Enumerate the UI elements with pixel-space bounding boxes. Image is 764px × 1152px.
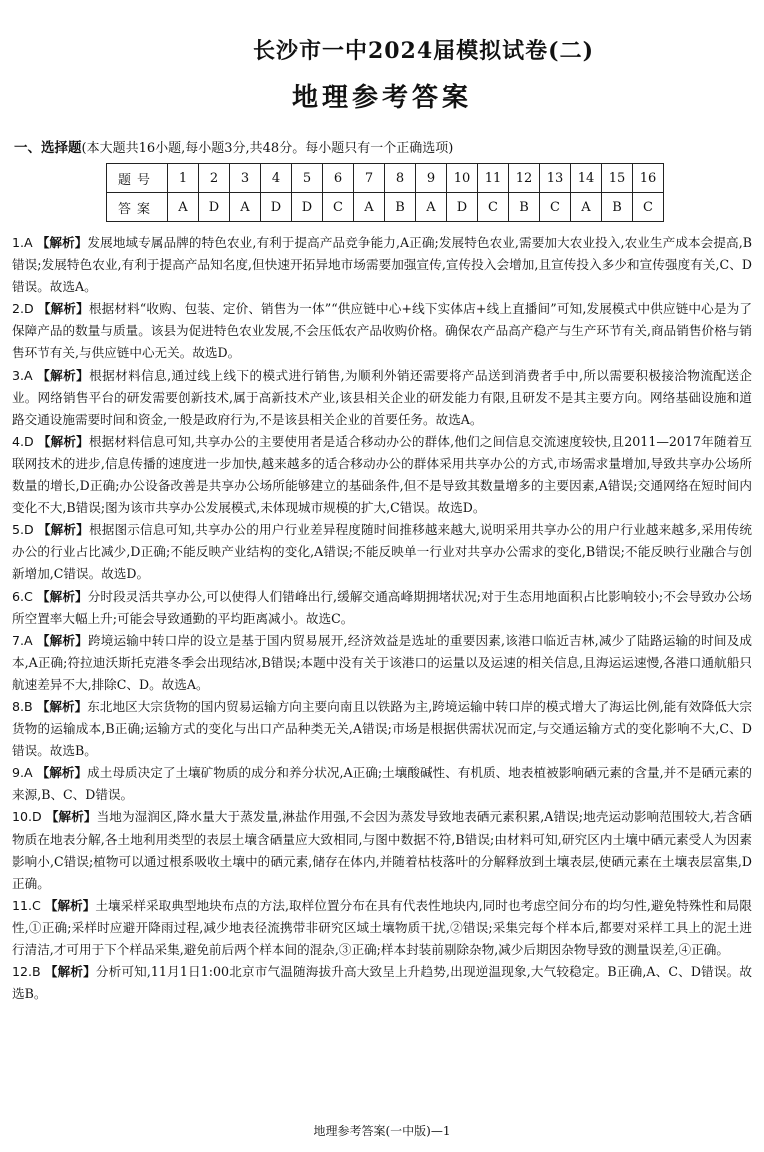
answer-cell: A xyxy=(354,193,385,222)
analysis-tag: 【解析】 xyxy=(44,964,96,980)
explanation-item xyxy=(12,895,752,961)
explanation-text: 土壤采样采取典型地块布点的方法,取样位置分布在具有代表性地块内,同时也考虑空间分布的均匀性,避免特殊性和局限性,①正确;采样时应避开降雨过程,减少地表径流携带非研究区域土壤物质干扰,②错误;采集完每个样本后,都要对采样工具上的泥土进行清洁,才可用于下个样品采集,避免前后两个样本间的混杂,③正确;样本封装前剔除杂物,减少后期因杂物导致的测量误差,④正确。 xyxy=(12,897,752,957)
question-answer-number: 1.A xyxy=(12,235,33,250)
question-answer-number: 2.D xyxy=(12,301,34,317)
question-answer-number: 10.D xyxy=(12,809,42,825)
page-header xyxy=(0,34,764,114)
answer-cell: A xyxy=(230,193,261,222)
answer-table-number-row xyxy=(107,164,664,193)
explanation-text: 发展地域专属品牌的特色农业,有利于提高产品竞争能力,A正确;发展特色农业,需要加大农业投入,农业生产成本会提高,B错误;发展特色农业,有利于提高产品知名度,但快速开拓异地市场需要加强宣传,宣传投入会增加,且宣传投入多少和宣传强度有关,C、D错误。故选A。 xyxy=(12,235,752,295)
question-number-cell: 8 xyxy=(385,164,416,193)
explanation-item xyxy=(12,519,752,585)
analysis-tag: 【解析】 xyxy=(36,632,88,648)
question-answer-number: 12.B xyxy=(12,964,41,980)
explanation-item xyxy=(12,431,752,519)
question-number-cell: 5 xyxy=(292,164,323,193)
question-answer-number: 3.A xyxy=(12,367,33,383)
explanation-item xyxy=(12,586,752,630)
answer-cell: B xyxy=(602,193,633,222)
question-answer-number: 9.A xyxy=(12,765,33,781)
answer-table-answer-row xyxy=(107,193,664,222)
question-number-cell: 14 xyxy=(571,164,602,193)
question-answer-number: 4.D xyxy=(12,433,34,449)
question-answer-number: 6.C xyxy=(12,588,33,604)
analysis-tag: 【解析】 xyxy=(36,765,88,781)
question-number-cell: 11 xyxy=(478,164,509,193)
question-number-cell: 9 xyxy=(416,164,447,193)
analysis-tag: 【解析】 xyxy=(36,588,88,604)
explanation-text: 根据材料“收购、包装、定价、销售为一体”“供应链中心+线下实体店+线上直播间”可知,发展模式中供应链中心是为了保障产品的数量与质量。该县为促进特色农业发展,不会压低农产品收购价格。确保农产品高产稳产与生产环节有关,商品销售价格与销售环节有关,与供应链中心无关。故选D。 xyxy=(12,301,752,361)
answer-table xyxy=(106,163,664,222)
explanation-item xyxy=(12,806,752,894)
page-title: 地理参考答案 xyxy=(291,83,472,113)
section-label: 一、选择题 xyxy=(14,140,82,156)
answer-cell: D xyxy=(292,193,323,222)
analysis-tag: 【解析】 xyxy=(36,698,88,714)
explanation-item xyxy=(12,762,752,806)
question-number-cell: 10 xyxy=(447,164,478,193)
answer-cell: A xyxy=(416,193,447,222)
exam-subtitle: 长沙市一中2024届模拟试卷(二) xyxy=(252,38,594,64)
question-answer-number: 5.D xyxy=(12,522,34,538)
question-number-cell: 13 xyxy=(540,164,571,193)
answer-cell: A xyxy=(571,193,602,222)
question-number-cell: 2 xyxy=(199,164,230,193)
explanation-text: 当地为湿润区,降水量大于蒸发量,淋盐作用强,不会因为蒸发导致地表硒元素积累,A错误;地壳运动影响范围较大,若含硒物质在地表分解,各土地利用类型的表层土壤含硒量应大致相同,与图中数据不符,B错误;由材料可知,研究区内土壤中硒元素受人为因素影响小,C错误;植物可以通过根系吸收土壤中的硒元素,储存在体内,并随着枯枝落叶的分解释放到土壤表层,使硒元素在土壤表层富集,D正确。 xyxy=(12,809,753,891)
analysis-tag: 【解析】 xyxy=(36,235,88,250)
explanation-item xyxy=(12,298,752,364)
answer-cell: C xyxy=(540,193,571,222)
explanation-text: 分时段灵活共享办公,可以使得人们错峰出行,缓解交通高峰期拥堵状况;对于生态用地面积占比影响较小;不会导致办公场所空置率大幅上升;可能会导致通勤的平均距离减小。故选C。 xyxy=(12,588,752,626)
answer-cell: D xyxy=(199,193,230,222)
answer-explanations xyxy=(12,232,752,1005)
section-note: (本大题共16小题,每小题3分,共48分。每小题只有一个正确选项) xyxy=(81,141,454,156)
explanation-item xyxy=(12,630,752,696)
question-number-cell: 1 xyxy=(168,164,199,193)
explanation-text: 跨境运输中转口岸的设立是基于国内贸易展开,经济效益是选址的重要因素,该港口临近吉林,减少了陆路运输的时间及成本,A正确;符拉迪沃斯托克港冬季会出现结冰,B错误;本题中没有关于该港口的运量以及运速的相关信息,且海运运速慢,各港口通航船只航速差异不大,排除C、D。故选A。 xyxy=(12,632,752,692)
question-answer-number: 7.A xyxy=(12,632,33,648)
answer-cell: D xyxy=(261,193,292,222)
question-answer-number: 11.C xyxy=(12,897,41,913)
page-footer: 地理参考答案(一中版)—1 xyxy=(313,1124,451,1138)
explanation-item xyxy=(12,365,752,431)
explanation-text: 根据材料信息可知,共享办公的主要使用者是适合移动办公的群体,他们之间信息交流速度较快,且2011—2017年随着互联网技术的进步,信息传播的速度进一步加快,越来越多的适合移动办公的群体采用共享办公的方式,市场需求量增加,导致共享办公场所数量的增长,D正确;办公设备改善是共享办公场所能够建立的基础条件,但不是导致其数量增多的主要因素,A错误;交通网络在短时间内变化不大,B错误;图为该市共享办公发展模式,未体现城市规模的扩大,C错误。故选D。 xyxy=(12,433,752,516)
question-number-cell: 7 xyxy=(354,164,385,193)
analysis-tag: 【解析】 xyxy=(37,301,89,317)
analysis-tag: 【解析】 xyxy=(37,433,89,449)
analysis-tag: 【解析】 xyxy=(44,897,96,913)
question-number-cell: 6 xyxy=(323,164,354,193)
question-number-cell: 3 xyxy=(230,164,261,193)
question-number-cell: 15 xyxy=(602,164,633,193)
answer-cell: C xyxy=(633,193,664,222)
section-heading xyxy=(14,136,453,156)
explanation-item xyxy=(12,696,752,762)
explanation-item xyxy=(12,961,752,1005)
explanation-text: 分析可知,11月1日1:00北京市气温随海拔升高大致呈上升趋势,出现逆温现象,大气较稳定。B正确,A、C、D错误。故选B。 xyxy=(12,964,753,1002)
answer-cell: B xyxy=(385,193,416,222)
explanation-item xyxy=(12,232,752,298)
explanation-text: 成土母质决定了土壤矿物质的成分和养分状况,A正确;土壤酸碱性、有机质、地表植被影响硒元素的含量,并不是硒元素的来源,B、C、D错误。 xyxy=(12,765,752,803)
explanation-text: 根据图示信息可知,共享办公的用户行业差异程度随时间推移越来越大,说明采用共享办公的用户行业越来越多,采用传统办公的行业占比减少,D正确;不能反映产业结构的变化,A错误;不能反映单一行业对共享办公需求的变化,B错误;不能反映行业融合与创新增加,C错误。故选D。 xyxy=(12,522,752,582)
answer-cell: A xyxy=(168,193,199,222)
question-number-cell: 16 xyxy=(633,164,664,193)
answer-table-row-label: 答案 xyxy=(107,193,168,222)
answer-table-row-label: 题号 xyxy=(107,164,168,193)
question-number-cell: 4 xyxy=(261,164,292,193)
answer-cell: B xyxy=(509,193,540,222)
analysis-tag: 【解析】 xyxy=(37,522,89,538)
answer-cell: C xyxy=(323,193,354,222)
explanation-text: 东北地区大宗货物的国内贸易运输方向主要向南且以铁路为主,跨境运输中转口岸的模式增大了海运比例,能有效降低大宗货物的运输成本,B正确;运输方式的变化与出口产品种类无关,A错误;市场是根据供需状况而定,与交通运输方式的变化影响不大,C、D错误。故选B。 xyxy=(12,698,753,759)
analysis-tag: 【解析】 xyxy=(45,809,97,825)
answer-cell: D xyxy=(447,193,478,222)
analysis-tag: 【解析】 xyxy=(37,367,90,383)
question-number-cell: 12 xyxy=(509,164,540,193)
answer-cell: C xyxy=(478,193,509,222)
explanation-text: 根据材料信息,通过线上线下的模式进行销售,为顺利外销还需要将产品送到消费者手中,所以需要积极接洽物流配送企业。网络销售平台的研发需要创新技术,属于高新技术产业,该县相关企业的研发能力有限,且研发不是其主要方向。网络基础设施和道路交通设施需要时间和资金,一般是政府行为,不是该县相关企业的首要任务。故选A。 xyxy=(12,367,752,427)
question-answer-number: 8.B xyxy=(12,698,33,714)
